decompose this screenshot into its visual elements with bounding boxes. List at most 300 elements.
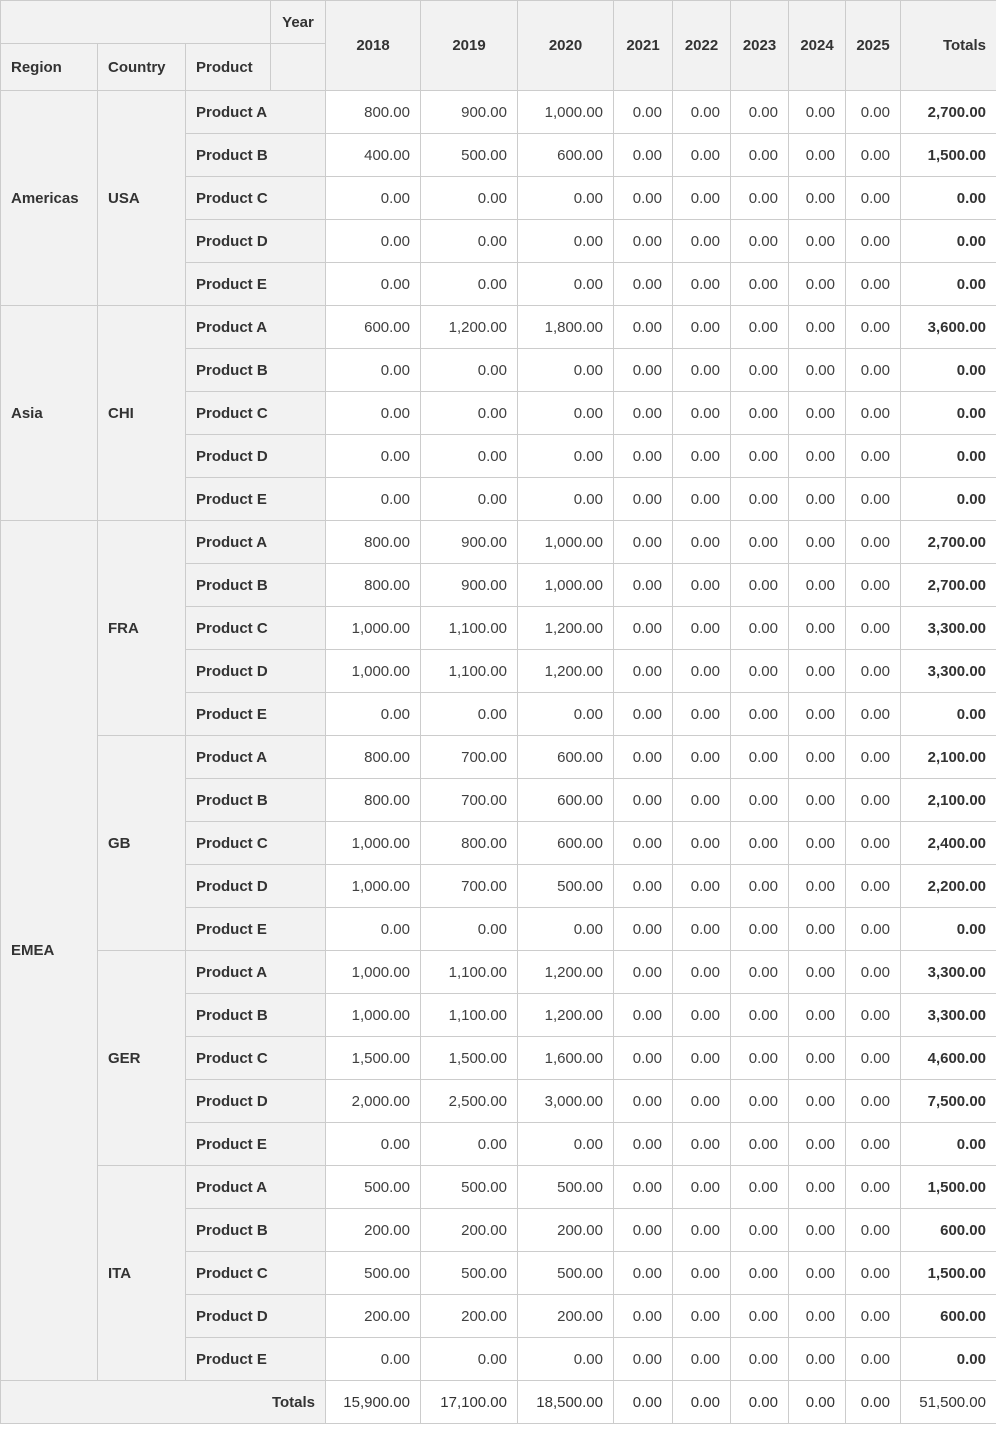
value-cell: 1,000.00 bbox=[518, 521, 614, 564]
value-cell: 0.00 bbox=[846, 1209, 901, 1252]
product-cell: Product B bbox=[186, 564, 326, 607]
value-cell: 0.00 bbox=[614, 521, 673, 564]
region-column-header: Region bbox=[1, 44, 98, 91]
value-cell: 0.00 bbox=[673, 564, 731, 607]
value-cell: 0.00 bbox=[421, 177, 518, 220]
year-column-header: 2018 bbox=[326, 1, 421, 91]
row-total-cell: 2,700.00 bbox=[901, 91, 996, 134]
row-total-cell: 0.00 bbox=[901, 349, 996, 392]
value-cell: 0.00 bbox=[673, 865, 731, 908]
country-cell: FRA bbox=[98, 521, 186, 736]
value-cell: 0.00 bbox=[731, 1166, 789, 1209]
pivot-body bbox=[1, 91, 996, 1381]
value-cell: 0.00 bbox=[421, 263, 518, 306]
row-total-cell: 0.00 bbox=[901, 263, 996, 306]
value-cell: 0.00 bbox=[846, 607, 901, 650]
value-cell: 800.00 bbox=[326, 521, 421, 564]
row-total-cell: 3,300.00 bbox=[901, 607, 996, 650]
country-cell: GB bbox=[98, 736, 186, 951]
value-cell: 0.00 bbox=[614, 134, 673, 177]
value-cell: 0.00 bbox=[846, 1037, 901, 1080]
value-cell: 0.00 bbox=[789, 650, 846, 693]
region-cell: Asia bbox=[1, 306, 98, 521]
value-cell: 0.00 bbox=[846, 134, 901, 177]
value-cell: 0.00 bbox=[846, 564, 901, 607]
value-cell: 0.00 bbox=[789, 435, 846, 478]
value-cell: 0.00 bbox=[326, 177, 421, 220]
row-total-cell: 0.00 bbox=[901, 392, 996, 435]
value-cell: 900.00 bbox=[421, 564, 518, 607]
value-cell: 0.00 bbox=[673, 392, 731, 435]
value-cell: 0.00 bbox=[789, 1295, 846, 1338]
row-total-cell: 7,500.00 bbox=[901, 1080, 996, 1123]
value-cell: 1,500.00 bbox=[421, 1037, 518, 1080]
value-cell: 0.00 bbox=[673, 994, 731, 1037]
product-cell: Product C bbox=[186, 822, 326, 865]
value-cell: 200.00 bbox=[421, 1209, 518, 1252]
country-cell: CHI bbox=[98, 306, 186, 521]
value-cell: 0.00 bbox=[731, 951, 789, 994]
value-cell: 1,100.00 bbox=[421, 951, 518, 994]
value-cell: 0.00 bbox=[789, 392, 846, 435]
value-cell: 1,800.00 bbox=[518, 306, 614, 349]
value-cell: 900.00 bbox=[421, 521, 518, 564]
value-cell: 0.00 bbox=[846, 693, 901, 736]
grand-totals-label: Totals bbox=[1, 1381, 326, 1424]
value-cell: 0.00 bbox=[846, 478, 901, 521]
value-cell: 0.00 bbox=[789, 779, 846, 822]
value-cell: 0.00 bbox=[846, 736, 901, 779]
value-cell: 0.00 bbox=[614, 865, 673, 908]
value-cell: 0.00 bbox=[846, 779, 901, 822]
country-cell: ITA bbox=[98, 1166, 186, 1381]
value-cell: 0.00 bbox=[731, 994, 789, 1037]
value-cell: 0.00 bbox=[614, 1252, 673, 1295]
value-cell: 600.00 bbox=[518, 822, 614, 865]
value-cell: 0.00 bbox=[846, 650, 901, 693]
value-cell: 500.00 bbox=[421, 134, 518, 177]
value-cell: 0.00 bbox=[731, 177, 789, 220]
value-cell: 1,000.00 bbox=[326, 865, 421, 908]
value-cell: 0.00 bbox=[789, 306, 846, 349]
value-cell: 0.00 bbox=[789, 736, 846, 779]
value-cell: 700.00 bbox=[421, 865, 518, 908]
value-cell: 1,200.00 bbox=[518, 994, 614, 1037]
value-cell: 500.00 bbox=[326, 1252, 421, 1295]
value-cell: 0.00 bbox=[518, 392, 614, 435]
value-cell: 0.00 bbox=[789, 134, 846, 177]
column-total-cell: 18,500.00 bbox=[518, 1381, 614, 1424]
value-cell: 0.00 bbox=[731, 1252, 789, 1295]
value-cell: 0.00 bbox=[846, 1295, 901, 1338]
product-cell: Product B bbox=[186, 994, 326, 1037]
region-cell: Americas bbox=[1, 91, 98, 306]
value-cell: 3,000.00 bbox=[518, 1080, 614, 1123]
value-cell: 0.00 bbox=[789, 865, 846, 908]
grand-totals-row bbox=[1, 1381, 996, 1424]
value-cell: 0.00 bbox=[846, 349, 901, 392]
value-cell: 0.00 bbox=[731, 564, 789, 607]
product-column-header: Product bbox=[186, 44, 271, 91]
value-cell: 0.00 bbox=[614, 1037, 673, 1080]
value-cell: 0.00 bbox=[789, 1252, 846, 1295]
row-total-cell: 1,500.00 bbox=[901, 1252, 996, 1295]
product-cell: Product E bbox=[186, 1123, 326, 1166]
product-cell: Product A bbox=[186, 91, 326, 134]
product-cell: Product A bbox=[186, 1166, 326, 1209]
value-cell: 800.00 bbox=[326, 91, 421, 134]
value-cell: 0.00 bbox=[614, 1338, 673, 1381]
value-cell: 1,000.00 bbox=[326, 822, 421, 865]
value-cell: 1,100.00 bbox=[421, 994, 518, 1037]
value-cell: 0.00 bbox=[789, 1037, 846, 1080]
value-cell: 800.00 bbox=[326, 779, 421, 822]
row-total-cell: 3,300.00 bbox=[901, 650, 996, 693]
value-cell: 0.00 bbox=[614, 349, 673, 392]
value-cell: 0.00 bbox=[731, 91, 789, 134]
value-cell: 0.00 bbox=[846, 91, 901, 134]
value-cell: 0.00 bbox=[846, 306, 901, 349]
value-cell: 0.00 bbox=[789, 1123, 846, 1166]
row-total-cell: 2,700.00 bbox=[901, 564, 996, 607]
header-row-year bbox=[1, 1, 996, 44]
value-cell: 0.00 bbox=[614, 822, 673, 865]
value-cell: 0.00 bbox=[673, 951, 731, 994]
value-cell: 0.00 bbox=[846, 1338, 901, 1381]
row-total-cell: 3,600.00 bbox=[901, 306, 996, 349]
value-cell: 0.00 bbox=[421, 349, 518, 392]
value-cell: 0.00 bbox=[789, 521, 846, 564]
row-total-cell: 1,500.00 bbox=[901, 134, 996, 177]
value-cell: 0.00 bbox=[731, 736, 789, 779]
value-cell: 0.00 bbox=[789, 994, 846, 1037]
column-total-cell: 0.00 bbox=[789, 1381, 846, 1424]
value-cell: 0.00 bbox=[614, 177, 673, 220]
year-axis-spacer-cell bbox=[271, 44, 326, 91]
value-cell: 0.00 bbox=[614, 1080, 673, 1123]
value-cell: 1,000.00 bbox=[326, 951, 421, 994]
value-cell: 0.00 bbox=[614, 779, 673, 822]
value-cell: 0.00 bbox=[731, 779, 789, 822]
value-cell: 1,000.00 bbox=[518, 564, 614, 607]
product-cell: Product D bbox=[186, 1295, 326, 1338]
value-cell: 600.00 bbox=[518, 134, 614, 177]
data-row bbox=[1, 91, 996, 134]
product-cell: Product C bbox=[186, 607, 326, 650]
value-cell: 0.00 bbox=[731, 1338, 789, 1381]
product-cell: Product A bbox=[186, 306, 326, 349]
value-cell: 700.00 bbox=[421, 779, 518, 822]
value-cell: 0.00 bbox=[846, 435, 901, 478]
row-total-cell: 0.00 bbox=[901, 435, 996, 478]
value-cell: 0.00 bbox=[789, 263, 846, 306]
value-cell: 0.00 bbox=[518, 263, 614, 306]
value-cell: 1,500.00 bbox=[326, 1037, 421, 1080]
data-row bbox=[1, 1166, 996, 1209]
value-cell: 1,100.00 bbox=[421, 607, 518, 650]
value-cell: 0.00 bbox=[673, 1080, 731, 1123]
row-total-cell: 4,600.00 bbox=[901, 1037, 996, 1080]
value-cell: 1,000.00 bbox=[518, 91, 614, 134]
row-total-cell: 2,700.00 bbox=[901, 521, 996, 564]
value-cell: 0.00 bbox=[614, 392, 673, 435]
value-cell: 0.00 bbox=[326, 263, 421, 306]
value-cell: 800.00 bbox=[326, 564, 421, 607]
value-cell: 200.00 bbox=[518, 1295, 614, 1338]
value-cell: 0.00 bbox=[789, 1080, 846, 1123]
value-cell: 0.00 bbox=[518, 478, 614, 521]
value-cell: 0.00 bbox=[673, 1166, 731, 1209]
value-cell: 0.00 bbox=[731, 1295, 789, 1338]
row-total-cell: 0.00 bbox=[901, 1338, 996, 1381]
value-cell: 0.00 bbox=[673, 822, 731, 865]
row-total-cell: 0.00 bbox=[901, 1123, 996, 1166]
value-cell: 0.00 bbox=[673, 650, 731, 693]
row-total-cell: 2,400.00 bbox=[901, 822, 996, 865]
value-cell: 0.00 bbox=[846, 1123, 901, 1166]
value-cell: 0.00 bbox=[789, 908, 846, 951]
value-cell: 0.00 bbox=[846, 392, 901, 435]
value-cell: 0.00 bbox=[731, 607, 789, 650]
product-cell: Product B bbox=[186, 1209, 326, 1252]
value-cell: 500.00 bbox=[518, 1252, 614, 1295]
value-cell: 500.00 bbox=[518, 865, 614, 908]
value-cell: 0.00 bbox=[731, 478, 789, 521]
row-total-cell: 600.00 bbox=[901, 1209, 996, 1252]
value-cell: 0.00 bbox=[326, 220, 421, 263]
column-total-cell: 0.00 bbox=[673, 1381, 731, 1424]
value-cell: 0.00 bbox=[518, 1338, 614, 1381]
value-cell: 0.00 bbox=[326, 1123, 421, 1166]
value-cell: 0.00 bbox=[614, 478, 673, 521]
value-cell: 0.00 bbox=[846, 521, 901, 564]
column-total-cell: 17,100.00 bbox=[421, 1381, 518, 1424]
value-cell: 0.00 bbox=[421, 1338, 518, 1381]
product-cell: Product C bbox=[186, 1252, 326, 1295]
value-cell: 0.00 bbox=[673, 1123, 731, 1166]
column-total-cell: 0.00 bbox=[614, 1381, 673, 1424]
value-cell: 0.00 bbox=[731, 693, 789, 736]
value-cell: 0.00 bbox=[518, 349, 614, 392]
value-cell: 0.00 bbox=[614, 263, 673, 306]
value-cell: 0.00 bbox=[789, 564, 846, 607]
data-row bbox=[1, 736, 996, 779]
value-cell: 0.00 bbox=[731, 306, 789, 349]
value-cell: 0.00 bbox=[846, 220, 901, 263]
value-cell: 500.00 bbox=[326, 1166, 421, 1209]
value-cell: 1,600.00 bbox=[518, 1037, 614, 1080]
product-cell: Product B bbox=[186, 779, 326, 822]
year-column-header: 2022 bbox=[673, 1, 731, 91]
value-cell: 0.00 bbox=[421, 220, 518, 263]
product-cell: Product B bbox=[186, 134, 326, 177]
value-cell: 0.00 bbox=[789, 822, 846, 865]
value-cell: 0.00 bbox=[846, 263, 901, 306]
value-cell: 0.00 bbox=[614, 91, 673, 134]
value-cell: 0.00 bbox=[673, 521, 731, 564]
value-cell: 2,000.00 bbox=[326, 1080, 421, 1123]
value-cell: 0.00 bbox=[673, 478, 731, 521]
value-cell: 1,000.00 bbox=[326, 607, 421, 650]
value-cell: 0.00 bbox=[789, 1166, 846, 1209]
value-cell: 0.00 bbox=[731, 134, 789, 177]
grand-total-cell: 51,500.00 bbox=[901, 1381, 996, 1424]
value-cell: 0.00 bbox=[614, 908, 673, 951]
product-cell: Product C bbox=[186, 177, 326, 220]
row-total-cell: 0.00 bbox=[901, 908, 996, 951]
value-cell: 1,200.00 bbox=[421, 306, 518, 349]
value-cell: 0.00 bbox=[614, 1209, 673, 1252]
value-cell: 0.00 bbox=[846, 865, 901, 908]
value-cell: 0.00 bbox=[846, 951, 901, 994]
value-cell: 0.00 bbox=[731, 435, 789, 478]
value-cell: 600.00 bbox=[326, 306, 421, 349]
value-cell: 1,200.00 bbox=[518, 951, 614, 994]
value-cell: 0.00 bbox=[673, 779, 731, 822]
value-cell: 0.00 bbox=[614, 994, 673, 1037]
pivot-footer bbox=[1, 1381, 996, 1424]
row-total-cell: 0.00 bbox=[901, 478, 996, 521]
value-cell: 0.00 bbox=[614, 220, 673, 263]
value-cell: 0.00 bbox=[846, 908, 901, 951]
value-cell: 0.00 bbox=[326, 908, 421, 951]
year-column-header: 2025 bbox=[846, 1, 901, 91]
product-cell: Product A bbox=[186, 521, 326, 564]
product-cell: Product A bbox=[186, 951, 326, 994]
value-cell: 0.00 bbox=[673, 177, 731, 220]
value-cell: 200.00 bbox=[518, 1209, 614, 1252]
value-cell: 0.00 bbox=[421, 908, 518, 951]
value-cell: 200.00 bbox=[326, 1209, 421, 1252]
value-cell: 0.00 bbox=[846, 1166, 901, 1209]
value-cell: 0.00 bbox=[789, 177, 846, 220]
value-cell: 1,200.00 bbox=[518, 650, 614, 693]
value-cell: 0.00 bbox=[673, 435, 731, 478]
product-cell: Product A bbox=[186, 736, 326, 779]
column-total-cell: 15,900.00 bbox=[326, 1381, 421, 1424]
value-cell: 0.00 bbox=[614, 951, 673, 994]
value-cell: 0.00 bbox=[673, 220, 731, 263]
value-cell: 0.00 bbox=[673, 1037, 731, 1080]
totals-column-header: Totals bbox=[901, 1, 996, 91]
value-cell: 0.00 bbox=[673, 1295, 731, 1338]
value-cell: 0.00 bbox=[614, 1295, 673, 1338]
value-cell: 0.00 bbox=[789, 693, 846, 736]
value-cell: 0.00 bbox=[846, 1252, 901, 1295]
value-cell: 0.00 bbox=[673, 1338, 731, 1381]
row-total-cell: 0.00 bbox=[901, 220, 996, 263]
value-cell: 0.00 bbox=[326, 349, 421, 392]
value-cell: 600.00 bbox=[518, 736, 614, 779]
year-column-header: 2024 bbox=[789, 1, 846, 91]
value-cell: 0.00 bbox=[731, 650, 789, 693]
value-cell: 0.00 bbox=[789, 220, 846, 263]
value-cell: 500.00 bbox=[421, 1252, 518, 1295]
row-total-cell: 2,100.00 bbox=[901, 779, 996, 822]
product-cell: Product D bbox=[186, 650, 326, 693]
value-cell: 0.00 bbox=[326, 478, 421, 521]
value-cell: 0.00 bbox=[846, 177, 901, 220]
value-cell: 0.00 bbox=[614, 306, 673, 349]
value-cell: 0.00 bbox=[421, 435, 518, 478]
value-cell: 0.00 bbox=[789, 478, 846, 521]
value-cell: 0.00 bbox=[846, 1080, 901, 1123]
value-cell: 0.00 bbox=[673, 736, 731, 779]
value-cell: 0.00 bbox=[731, 865, 789, 908]
value-cell: 0.00 bbox=[421, 693, 518, 736]
row-total-cell: 2,200.00 bbox=[901, 865, 996, 908]
value-cell: 0.00 bbox=[731, 1080, 789, 1123]
value-cell: 200.00 bbox=[421, 1295, 518, 1338]
value-cell: 0.00 bbox=[421, 478, 518, 521]
value-cell: 600.00 bbox=[518, 779, 614, 822]
column-total-cell: 0.00 bbox=[846, 1381, 901, 1424]
row-total-cell: 3,300.00 bbox=[901, 951, 996, 994]
product-cell: Product D bbox=[186, 220, 326, 263]
region-cell: EMEA bbox=[1, 521, 98, 1381]
product-cell: Product C bbox=[186, 392, 326, 435]
value-cell: 0.00 bbox=[731, 349, 789, 392]
pivot-header bbox=[1, 1, 996, 91]
product-cell: Product E bbox=[186, 908, 326, 951]
value-cell: 0.00 bbox=[518, 435, 614, 478]
row-total-cell: 0.00 bbox=[901, 693, 996, 736]
year-column-header: 2020 bbox=[518, 1, 614, 91]
product-cell: Product D bbox=[186, 1080, 326, 1123]
value-cell: 0.00 bbox=[673, 306, 731, 349]
value-cell: 0.00 bbox=[731, 1037, 789, 1080]
row-total-cell: 3,300.00 bbox=[901, 994, 996, 1037]
value-cell: 1,200.00 bbox=[518, 607, 614, 650]
value-cell: 0.00 bbox=[614, 435, 673, 478]
value-cell: 0.00 bbox=[673, 908, 731, 951]
product-cell: Product D bbox=[186, 435, 326, 478]
value-cell: 0.00 bbox=[673, 134, 731, 177]
value-cell: 0.00 bbox=[518, 177, 614, 220]
value-cell: 0.00 bbox=[673, 693, 731, 736]
product-cell: Product C bbox=[186, 1037, 326, 1080]
value-cell: 0.00 bbox=[614, 693, 673, 736]
year-column-header: 2021 bbox=[614, 1, 673, 91]
product-cell: Product E bbox=[186, 693, 326, 736]
corner-spacer-cell bbox=[1, 1, 271, 44]
country-column-header: Country bbox=[98, 44, 186, 91]
product-cell: Product E bbox=[186, 263, 326, 306]
value-cell: 0.00 bbox=[326, 435, 421, 478]
value-cell: 0.00 bbox=[673, 349, 731, 392]
product-cell: Product D bbox=[186, 865, 326, 908]
year-column-header: 2023 bbox=[731, 1, 789, 91]
value-cell: 0.00 bbox=[326, 392, 421, 435]
value-cell: 200.00 bbox=[326, 1295, 421, 1338]
value-cell: 2,500.00 bbox=[421, 1080, 518, 1123]
value-cell: 0.00 bbox=[421, 1123, 518, 1166]
value-cell: 400.00 bbox=[326, 134, 421, 177]
value-cell: 500.00 bbox=[421, 1166, 518, 1209]
row-total-cell: 0.00 bbox=[901, 177, 996, 220]
value-cell: 0.00 bbox=[789, 607, 846, 650]
value-cell: 0.00 bbox=[614, 1166, 673, 1209]
data-row bbox=[1, 521, 996, 564]
value-cell: 0.00 bbox=[326, 693, 421, 736]
value-cell: 700.00 bbox=[421, 736, 518, 779]
value-cell: 0.00 bbox=[614, 1123, 673, 1166]
value-cell: 0.00 bbox=[731, 392, 789, 435]
product-cell: Product B bbox=[186, 349, 326, 392]
value-cell: 0.00 bbox=[731, 1209, 789, 1252]
value-cell: 0.00 bbox=[731, 908, 789, 951]
product-cell: Product E bbox=[186, 1338, 326, 1381]
